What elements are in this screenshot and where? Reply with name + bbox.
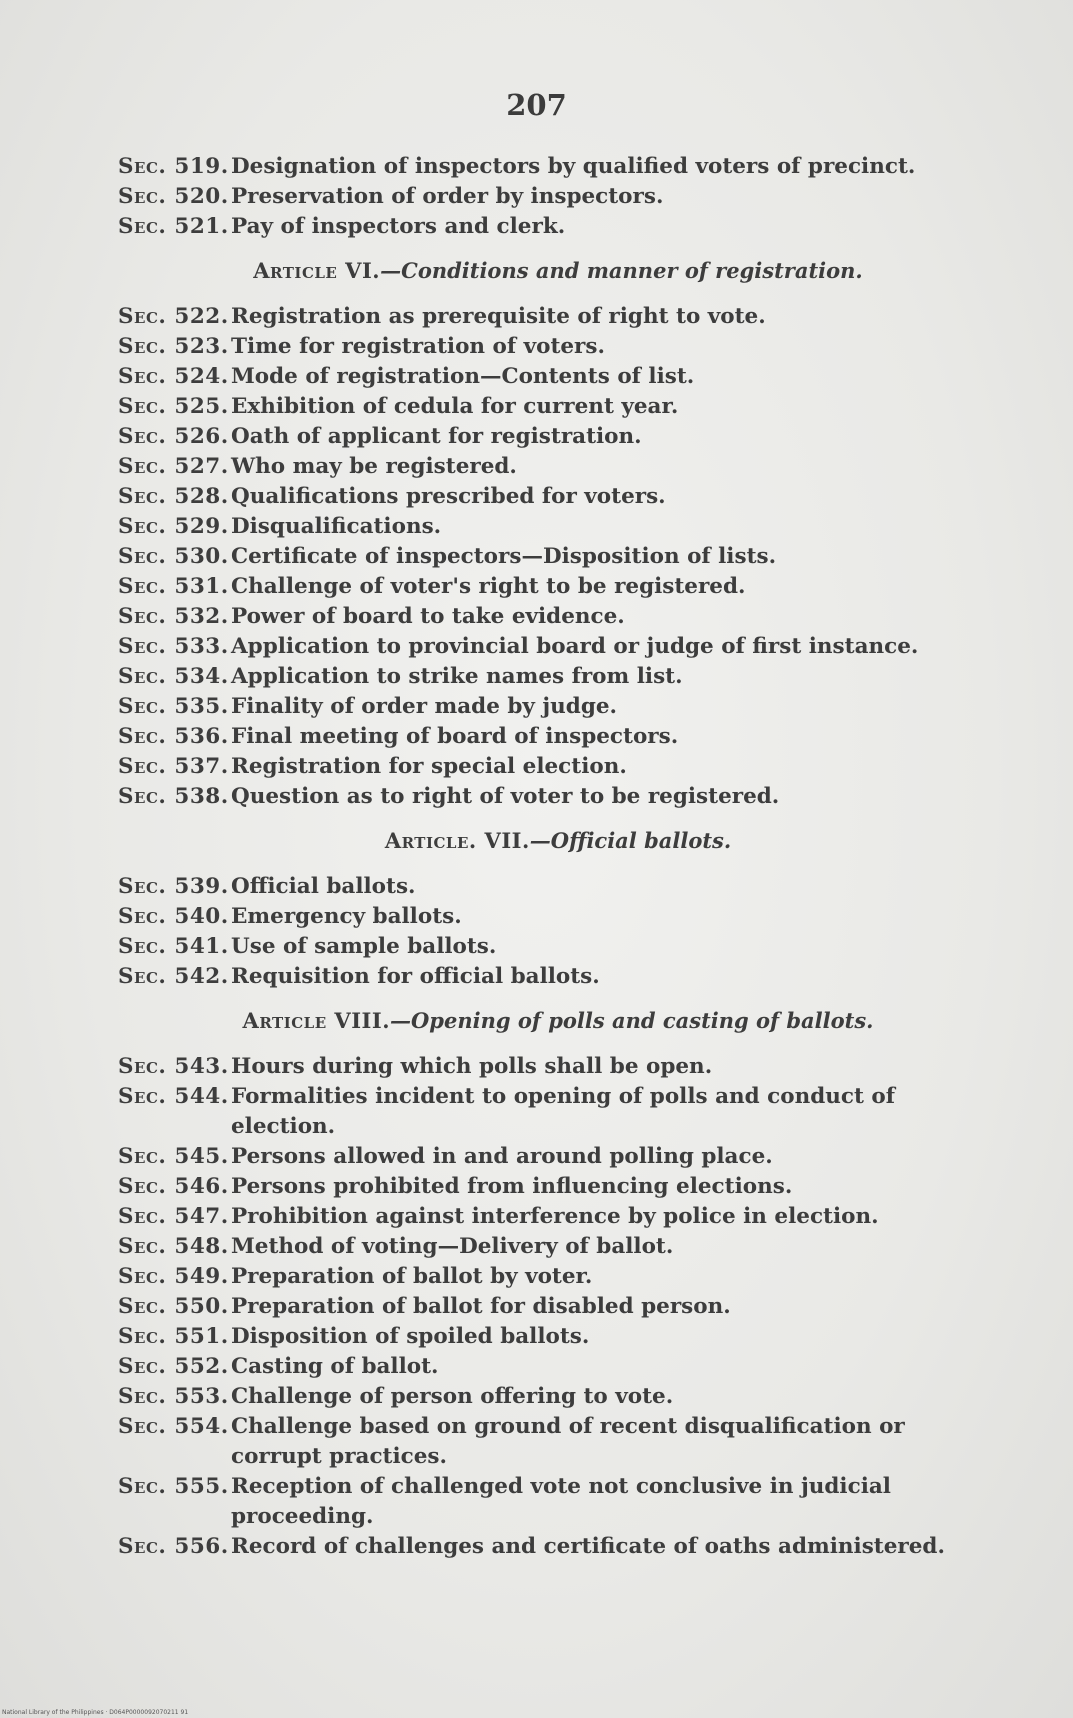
section-entry: [118, 962, 998, 992]
section-title: Question as to right of voter to be registered.: [231, 784, 780, 809]
section-entry: [118, 662, 998, 692]
section-entry: [118, 392, 998, 422]
section-number: Sec. 535.: [118, 694, 229, 719]
section-number: Sec. 529.: [118, 514, 229, 539]
section-number: Sec. 527.: [118, 454, 229, 479]
section-number: Sec. 525.: [118, 394, 229, 419]
section-entry: [118, 1202, 998, 1232]
section-title: Qualifications prescribed for voters.: [231, 484, 666, 509]
section-number: Sec. 546.: [118, 1174, 229, 1199]
section-entry: [118, 212, 998, 242]
article-heading: [118, 1006, 998, 1036]
section-title: Requisition for official ballots.: [231, 964, 600, 989]
section-number: Sec. 551.: [118, 1324, 229, 1349]
section-number: Sec. 530.: [118, 544, 229, 569]
section-number: Sec. 554.: [118, 1414, 229, 1439]
article-number: Article VI.: [253, 258, 381, 283]
section-number: Sec. 533.: [118, 634, 229, 659]
section-number: Sec. 549.: [118, 1264, 229, 1289]
section-title: Persons prohibited from influencing elections.: [231, 1174, 793, 1199]
section-entry: [118, 782, 998, 812]
section-title: Finality of order made by judge.: [231, 694, 618, 719]
section-entry: [118, 1532, 998, 1562]
article-title: —Official ballots.: [529, 828, 732, 853]
section-entry: [118, 1382, 998, 1412]
section-title: Exhibition of cedula for current year.: [231, 394, 679, 419]
section-entry: [118, 362, 998, 392]
section-title: Preservation of order by inspectors.: [231, 184, 664, 209]
section-number: Sec. 521.: [118, 214, 229, 239]
section-entry: [118, 1232, 998, 1262]
section-entry: [118, 572, 998, 602]
section-number: Sec. 540.: [118, 904, 229, 929]
section-title: Oath of applicant for registration.: [231, 424, 642, 449]
section-entry: [118, 692, 998, 722]
section-title: Registration for special election.: [231, 754, 627, 779]
section-number: Sec. 531.: [118, 574, 229, 599]
section-entry: [118, 332, 998, 362]
section-entry: [118, 482, 998, 512]
section-number: Sec. 538.: [118, 784, 229, 809]
section-title: Reception of challenged vote not conclusive in judicial proceeding.: [231, 1474, 891, 1529]
section-entry: [118, 302, 998, 332]
page-number: 207: [506, 88, 567, 122]
section-title: Preparation of ballot by voter.: [231, 1264, 593, 1289]
section-entry: [118, 1052, 998, 1082]
section-number: Sec. 543.: [118, 1054, 229, 1079]
section-entry: [118, 1172, 998, 1202]
section-entry: [118, 602, 998, 632]
section-number: Sec. 528.: [118, 484, 229, 509]
section-number: Sec. 548.: [118, 1234, 229, 1259]
section-title: Power of board to take evidence.: [231, 604, 625, 629]
section-number: Sec. 552.: [118, 1354, 229, 1379]
section-number: Sec. 539.: [118, 874, 229, 899]
section-title: Designation of inspectors by qualified voters of precinct.: [231, 154, 916, 179]
section-title: Prohibition against interference by police in election.: [231, 1204, 879, 1229]
section-entry: [118, 872, 998, 902]
section-entry: [118, 1412, 998, 1472]
section-title: Application to provincial board or judge of first instance.: [231, 634, 919, 659]
section-number: Sec. 553.: [118, 1384, 229, 1409]
section-title: Certificate of inspectors—Disposition of lists.: [231, 544, 777, 569]
section-title: Who may be registered.: [231, 454, 517, 479]
section-entry: [118, 1352, 998, 1382]
section-entry: [118, 152, 998, 182]
section-title: Preparation of ballot for disabled person.: [231, 1294, 731, 1319]
table-of-contents: [118, 152, 998, 1562]
section-number: Sec. 556.: [118, 1534, 229, 1559]
section-title: Pay of inspectors and clerk.: [231, 214, 566, 239]
section-number: Sec. 541.: [118, 934, 229, 959]
section-entry: [118, 1082, 998, 1142]
section-entry: [118, 512, 998, 542]
article-title: —Opening of polls and casting of ballots.: [390, 1008, 874, 1033]
section-number: Sec. 523.: [118, 334, 229, 359]
section-title: Time for registration of voters.: [231, 334, 605, 359]
section-entry: [118, 452, 998, 482]
section-title: Formalities incident to opening of polls and conduct of election.: [231, 1084, 895, 1139]
section-title: Emergency ballots.: [231, 904, 462, 929]
section-number: Sec. 536.: [118, 724, 229, 749]
section-number: Sec. 522.: [118, 304, 229, 329]
section-entry: [118, 752, 998, 782]
section-title: Record of challenges and certificate of oaths administered.: [231, 1534, 945, 1559]
scan-footer: National Library of the Philippines · D064P0000092070211 91: [2, 1709, 189, 1716]
section-number: Sec. 547.: [118, 1204, 229, 1229]
section-number: Sec. 537.: [118, 754, 229, 779]
section-title: Official ballots.: [231, 874, 416, 899]
section-entry: [118, 1292, 998, 1322]
section-number: Sec. 550.: [118, 1294, 229, 1319]
section-title: Disqualifications.: [231, 514, 442, 539]
section-title: Mode of registration—Contents of list.: [231, 364, 695, 389]
section-number: Sec. 532.: [118, 604, 229, 629]
section-entry: [118, 1472, 998, 1532]
section-entry: [118, 902, 998, 932]
section-title: Method of voting—Delivery of ballot.: [231, 1234, 674, 1259]
section-entry: [118, 932, 998, 962]
section-title: Application to strike names from list.: [231, 664, 683, 689]
section-entry: [118, 722, 998, 752]
section-number: Sec. 555.: [118, 1474, 229, 1499]
article-number: Article VIII.: [242, 1008, 391, 1033]
section-title: Final meeting of board of inspectors.: [231, 724, 679, 749]
article-heading: [118, 826, 998, 856]
section-title: Casting of ballot.: [231, 1354, 439, 1379]
section-title: Challenge of voter's right to be registered.: [231, 574, 746, 599]
section-number: Sec. 520.: [118, 184, 229, 209]
section-entry: [118, 1142, 998, 1172]
section-entry: [118, 422, 998, 452]
section-title: Use of sample ballots.: [231, 934, 497, 959]
section-title: Challenge based on ground of recent disqualification or corrupt practices.: [231, 1414, 905, 1469]
section-number: Sec. 544.: [118, 1084, 229, 1109]
section-title: Hours during which polls shall be open.: [231, 1054, 713, 1079]
section-entry: [118, 1262, 998, 1292]
section-entry: [118, 1322, 998, 1352]
section-number: Sec. 526.: [118, 424, 229, 449]
section-number: Sec. 534.: [118, 664, 229, 689]
section-entry: [118, 182, 998, 212]
section-number: Sec. 545.: [118, 1144, 229, 1169]
section-number: Sec. 524.: [118, 364, 229, 389]
section-title: Disposition of spoiled ballots.: [231, 1324, 590, 1349]
article-heading: [118, 256, 998, 286]
section-title: Persons allowed in and around polling place.: [231, 1144, 773, 1169]
section-entry: [118, 632, 998, 662]
article-number: Article. VII.: [384, 828, 530, 853]
section-entry: [118, 542, 998, 572]
section-number: Sec. 542.: [118, 964, 229, 989]
article-title: —Conditions and manner of registration.: [380, 258, 863, 283]
section-number: Sec. 519.: [118, 154, 229, 179]
section-title: Registration as prerequisite of right to vote.: [231, 304, 766, 329]
section-title: Challenge of person offering to vote.: [231, 1384, 674, 1409]
